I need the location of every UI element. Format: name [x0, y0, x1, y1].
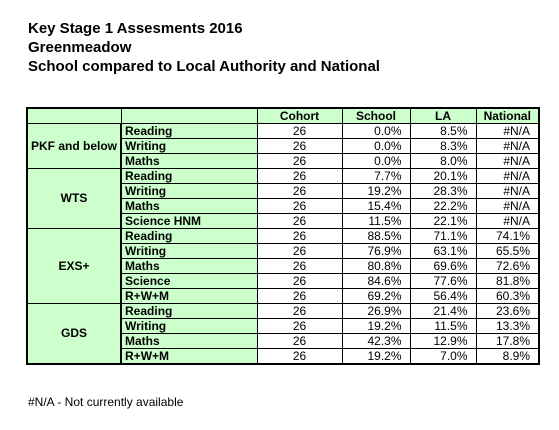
school-cell: 15.4% [342, 199, 410, 214]
school-cell: 19.2% [342, 319, 410, 334]
la-cell: 8.0% [410, 154, 476, 169]
la-cell: 22.1% [410, 214, 476, 229]
subject-cell: Reading [121, 124, 257, 139]
report-subtitle: School compared to Local Authority and National [28, 58, 380, 75]
school-cell: 80.8% [342, 259, 410, 274]
national-cell: 65.5% [476, 244, 539, 259]
group-label: WTS [27, 169, 121, 229]
subject-cell: R+W+M [121, 349, 257, 365]
la-cell: 7.0% [410, 349, 476, 365]
school-cell: 7.7% [342, 169, 410, 184]
school-cell: 19.2% [342, 349, 410, 365]
subject-cell: Reading [121, 304, 257, 319]
results-table [26, 107, 540, 365]
la-cell: 8.5% [410, 124, 476, 139]
school-cell: 19.2% [342, 184, 410, 199]
national-cell: 74.1% [476, 229, 539, 244]
national-cell: 60.3% [476, 289, 539, 304]
cohort-cell: 26 [257, 184, 342, 199]
school-cell: 76.9% [342, 244, 410, 259]
national-cell: 17.8% [476, 334, 539, 349]
table-row [27, 304, 539, 319]
header-cohort: Cohort [257, 108, 342, 124]
cohort-cell: 26 [257, 229, 342, 244]
footnote: #N/A - Not currently available [28, 395, 184, 409]
group-label: GDS [27, 304, 121, 365]
subject-cell: Maths [121, 334, 257, 349]
report-title: Key Stage 1 Assesments 2016 [28, 20, 243, 37]
subject-cell: Reading [121, 169, 257, 184]
school-cell: 69.2% [342, 289, 410, 304]
cohort-cell: 26 [257, 334, 342, 349]
cohort-cell: 26 [257, 319, 342, 334]
table-row [27, 229, 539, 244]
cohort-cell: 26 [257, 154, 342, 169]
cohort-cell: 26 [257, 244, 342, 259]
table-row [27, 124, 539, 139]
header-row [27, 108, 539, 124]
national-cell: #N/A [476, 124, 539, 139]
subject-cell: Writing [121, 244, 257, 259]
cohort-cell: 26 [257, 199, 342, 214]
cohort-cell: 26 [257, 304, 342, 319]
la-cell: 20.1% [410, 169, 476, 184]
national-cell: #N/A [476, 199, 539, 214]
school-cell: 0.0% [342, 154, 410, 169]
header-national: National [476, 108, 539, 124]
group-label: EXS+ [27, 229, 121, 304]
school-cell: 88.5% [342, 229, 410, 244]
cohort-cell: 26 [257, 274, 342, 289]
cohort-cell: 26 [257, 289, 342, 304]
la-cell: 12.9% [410, 334, 476, 349]
subject-cell: Writing [121, 139, 257, 154]
subject-cell: Writing [121, 319, 257, 334]
school-cell: 0.0% [342, 124, 410, 139]
subject-cell: Maths [121, 154, 257, 169]
la-cell: 77.6% [410, 274, 476, 289]
national-cell: #N/A [476, 214, 539, 229]
la-cell: 71.1% [410, 229, 476, 244]
national-cell: 72.6% [476, 259, 539, 274]
national-cell: #N/A [476, 169, 539, 184]
header-la: LA [410, 108, 476, 124]
cohort-cell: 26 [257, 214, 342, 229]
subject-cell: R+W+M [121, 289, 257, 304]
la-cell: 69.6% [410, 259, 476, 274]
cohort-cell: 26 [257, 259, 342, 274]
table-body [27, 124, 539, 365]
cohort-cell: 26 [257, 139, 342, 154]
subject-cell: Maths [121, 259, 257, 274]
national-cell: 23.6% [476, 304, 539, 319]
school-cell: 84.6% [342, 274, 410, 289]
subject-cell: Maths [121, 199, 257, 214]
report-titles [28, 19, 380, 76]
school-cell: 42.3% [342, 334, 410, 349]
header-blank [27, 108, 121, 124]
cohort-cell: 26 [257, 124, 342, 139]
national-cell: 8.9% [476, 349, 539, 365]
la-cell: 28.3% [410, 184, 476, 199]
la-cell: 63.1% [410, 244, 476, 259]
national-cell: #N/A [476, 139, 539, 154]
la-cell: 11.5% [410, 319, 476, 334]
national-cell: 81.8% [476, 274, 539, 289]
la-cell: 56.4% [410, 289, 476, 304]
la-cell: 8.3% [410, 139, 476, 154]
subject-cell: Reading [121, 229, 257, 244]
school-cell: 11.5% [342, 214, 410, 229]
school-cell: 0.0% [342, 139, 410, 154]
header-blank [121, 108, 257, 124]
subject-cell: Science [121, 274, 257, 289]
school-cell: 26.9% [342, 304, 410, 319]
subject-cell: Writing [121, 184, 257, 199]
cohort-cell: 26 [257, 169, 342, 184]
national-cell: #N/A [476, 184, 539, 199]
la-cell: 21.4% [410, 304, 476, 319]
la-cell: 22.2% [410, 199, 476, 214]
national-cell: 13.3% [476, 319, 539, 334]
header-school: School [342, 108, 410, 124]
group-label: PKF and below [27, 124, 121, 169]
table-row [27, 169, 539, 184]
cohort-cell: 26 [257, 349, 342, 365]
subject-cell: Science HNM [121, 214, 257, 229]
school-name: Greenmeadow [28, 39, 132, 56]
national-cell: #N/A [476, 154, 539, 169]
